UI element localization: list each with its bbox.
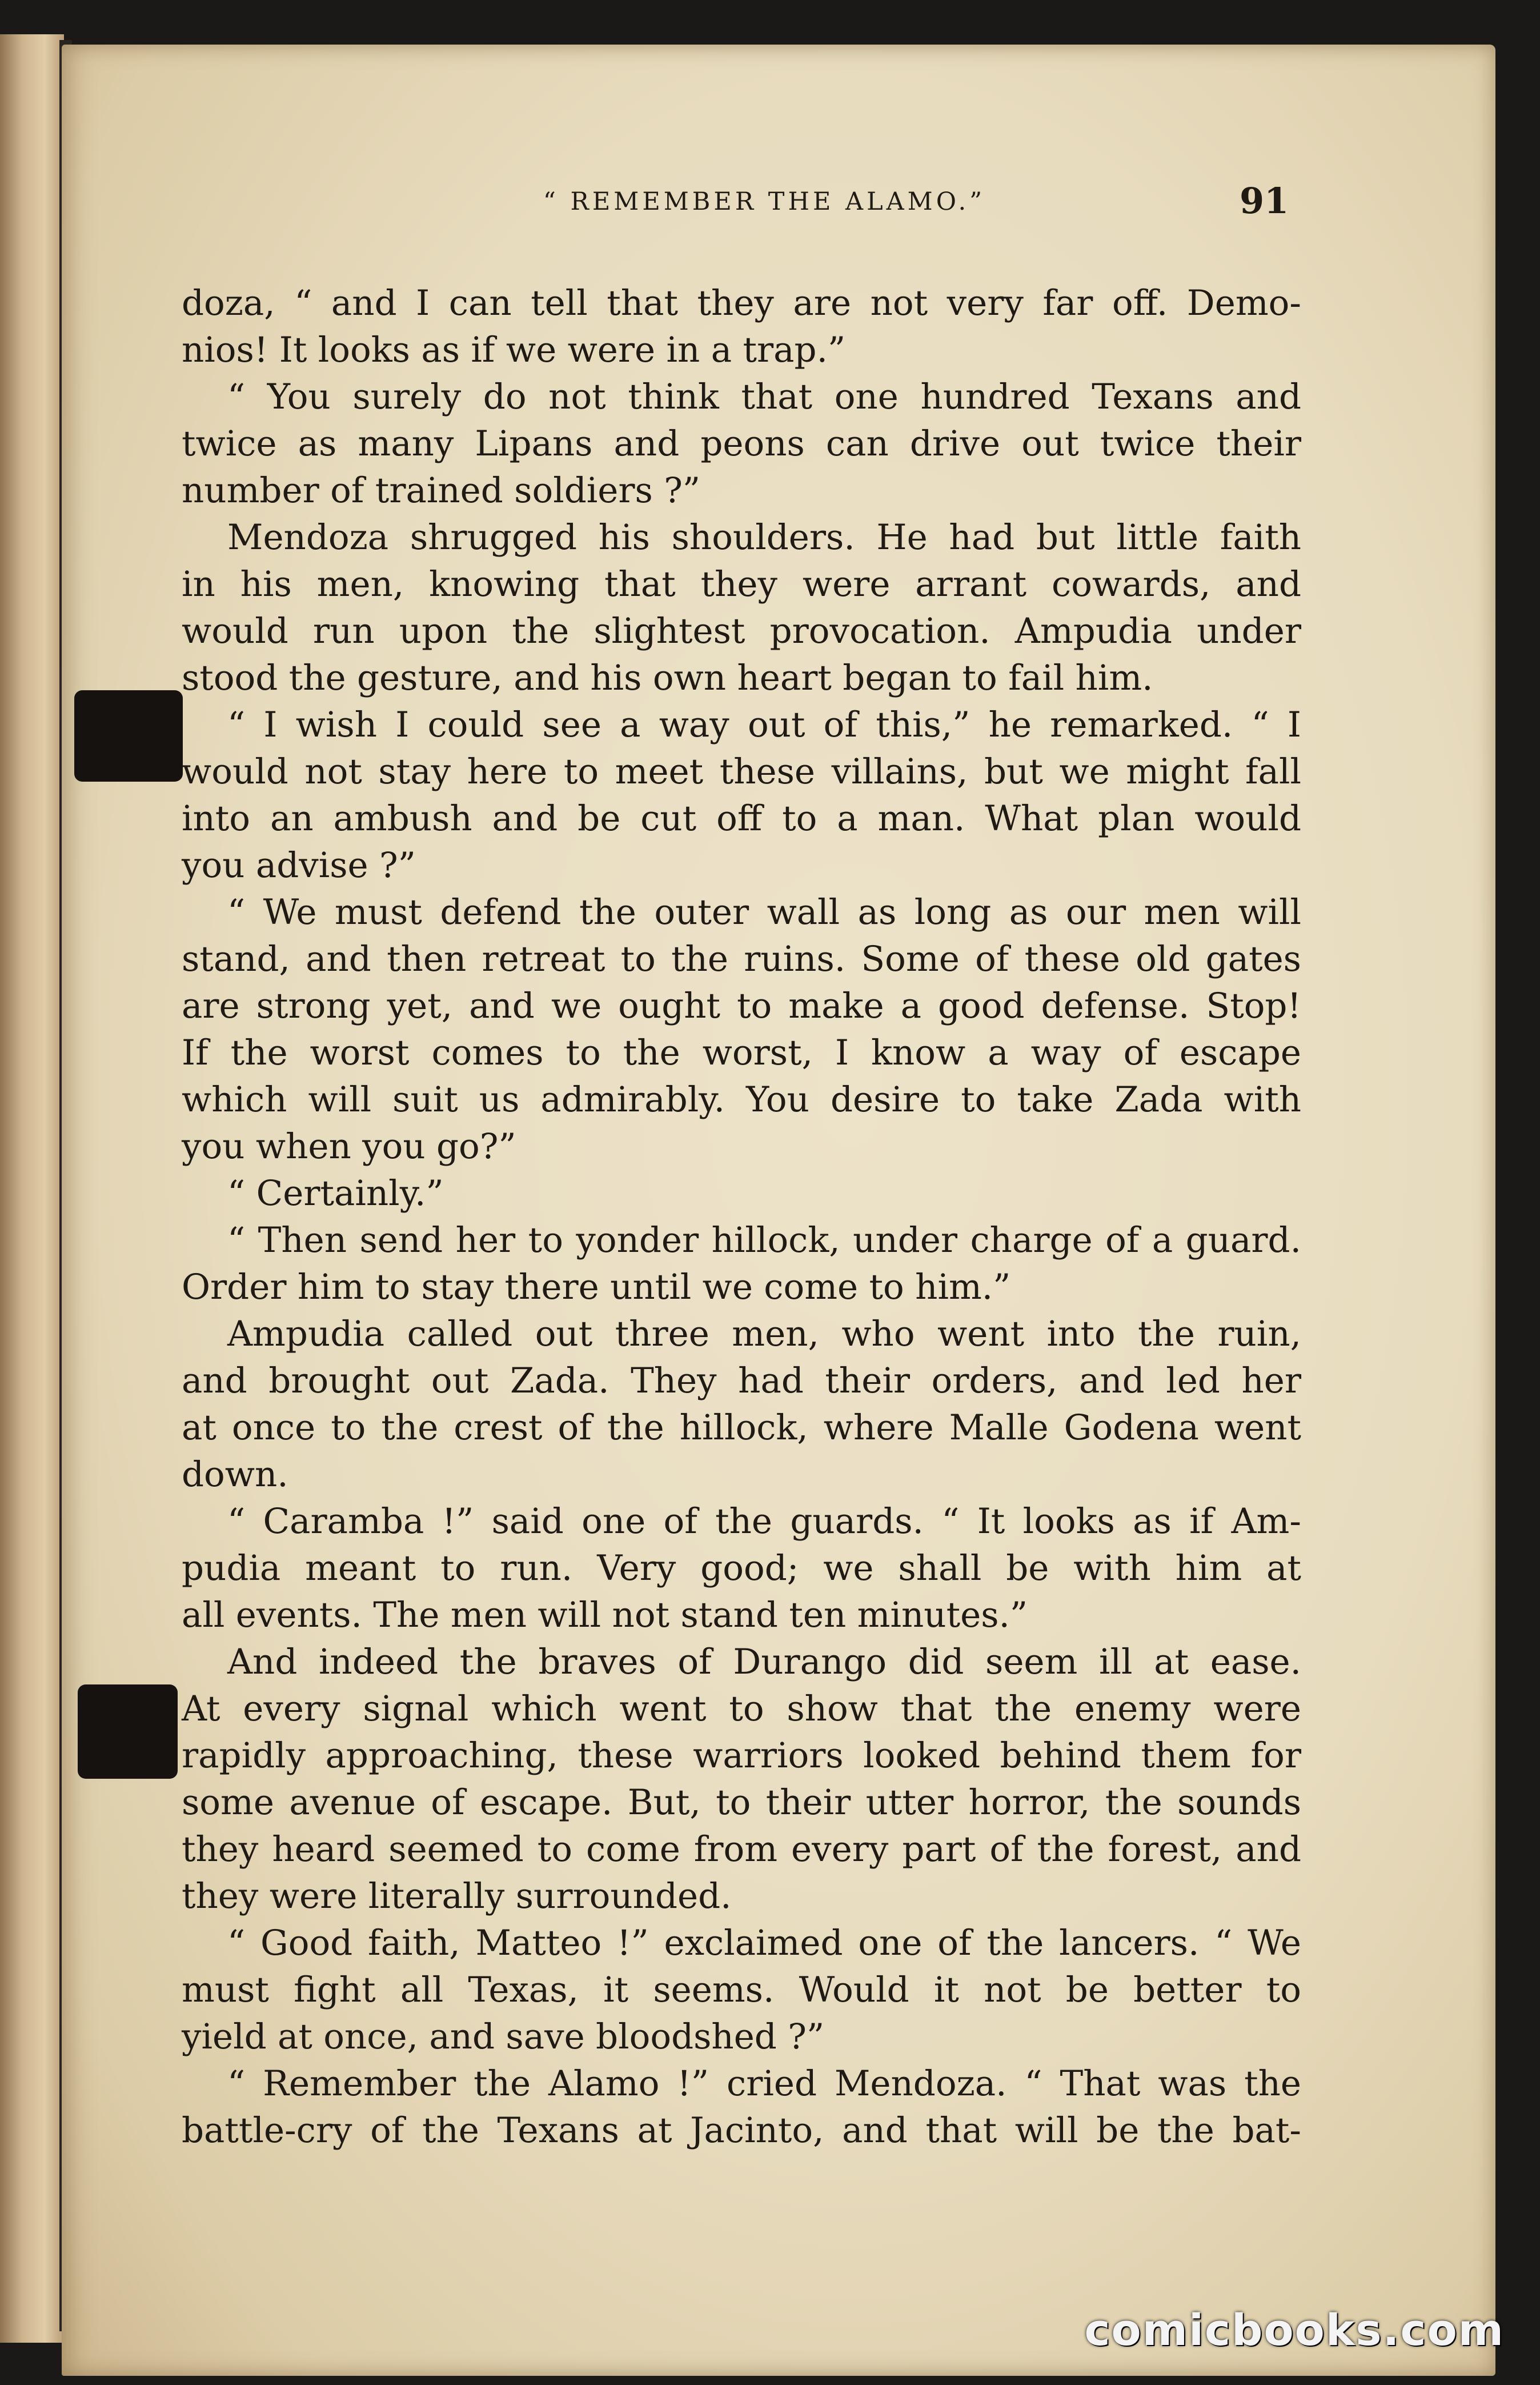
text-line: you when you go?” xyxy=(182,1126,516,1167)
text-line: “ Certainly.” xyxy=(227,1173,444,1214)
text-line: At every signal which went to show that the enemy were xyxy=(182,1688,1301,1729)
text-line: “ Caramba !” said one of the guards. “ It looks as if Am- xyxy=(227,1501,1301,1542)
text-line: doza, “ and I can tell that they are not very far off. Demo- xyxy=(182,283,1301,323)
text-line: in his men, knowing that they were arrant cowards, and xyxy=(182,564,1301,605)
text-line: pudia meant to run. Very good; we shall be with him at xyxy=(182,1548,1301,1588)
text-line: Ampudia called out three men, who went into the ruin, xyxy=(227,1314,1301,1354)
binding-hole-upper xyxy=(74,690,183,782)
text-line: they heard seemed to come from every part of the forest, and xyxy=(182,1829,1301,1870)
text-line: If the worst comes to the worst, I know a way of escape xyxy=(182,1033,1301,1073)
text-line: “ Remember the Alamo !” cried Mendoza. “ That was the xyxy=(227,2063,1301,2104)
text-line: battle-cry of the Texans at Jacinto, and that will be the bat- xyxy=(182,2110,1301,2151)
text-line: must fight all Texas, it seems. Would it not be better to xyxy=(182,1970,1301,2010)
page-number: 91 xyxy=(1240,180,1289,222)
text-line: twice as many Lipans and peons can drive out twice their xyxy=(182,423,1301,464)
watermark-text: comicbooks.com xyxy=(1084,2304,1505,2355)
text-line: “ I wish I could see a way out of this,” he remarked. “ I xyxy=(227,705,1301,745)
text-line: “ We must defend the outer wall as long as our men will xyxy=(227,892,1301,933)
text-line: number of trained soldiers ?” xyxy=(182,470,701,511)
text-line: And indeed the braves of Durango did seem ill at ease. xyxy=(227,1642,1301,1682)
text-line: would not stay here to meet these villains, but we might fall xyxy=(182,751,1301,792)
text-line: Order him to stay there until we come to him.” xyxy=(182,1267,1011,1307)
text-line: down. xyxy=(182,1454,288,1495)
text-line: into an ambush and be cut off to a man. What plan would xyxy=(182,798,1301,839)
text-line: stand, and then retreat to the ruins. Some of these old gates xyxy=(182,939,1301,979)
text-line: “ You surely do not think that one hundred Texans and xyxy=(227,377,1301,417)
text-line: which will suit us admirably. You desire to take Zada with xyxy=(182,1079,1301,1120)
body-text xyxy=(182,280,1301,2154)
facing-page-edge xyxy=(0,34,64,2343)
text-line: would run upon the slightest provocation. Ampudia under xyxy=(182,611,1301,651)
running-head: “ REMEMBER THE ALAMO.” xyxy=(543,187,986,216)
text-line: rapidly approaching, these warriors looked behind them for xyxy=(182,1735,1301,1776)
binding-hole-lower xyxy=(78,1684,178,1779)
text-line: all events. The men will not stand ten minutes.” xyxy=(182,1595,1028,1635)
text-line: nios! It looks as if we were in a trap.” xyxy=(182,330,846,370)
text-line: “ Good faith, Matteo !” exclaimed one of the lancers. “ We xyxy=(227,1923,1301,1963)
text-line: are strong yet, and we ought to make a good defense. Stop! xyxy=(182,986,1301,1026)
text-line: stood the gesture, and his own heart began to fail him. xyxy=(182,658,1153,698)
text-line: and brought out Zada. They had their orders, and led her xyxy=(182,1360,1301,1401)
text-line: some avenue of escape. But, to their utter horror, the sounds xyxy=(182,1782,1301,1823)
text-line: “ Then send her to yonder hillock, under charge of a guard. xyxy=(227,1220,1301,1260)
text-line: yield at once, and save bloodshed ?” xyxy=(182,2016,825,2057)
text-line: at once to the crest of the hillock, where Malle Godena went xyxy=(182,1407,1301,1448)
text-line: Mendoza shrugged his shoulders. He had but little faith xyxy=(227,517,1301,558)
text-line: you advise ?” xyxy=(182,845,416,886)
text-line: they were literally surrounded. xyxy=(182,1876,732,1916)
